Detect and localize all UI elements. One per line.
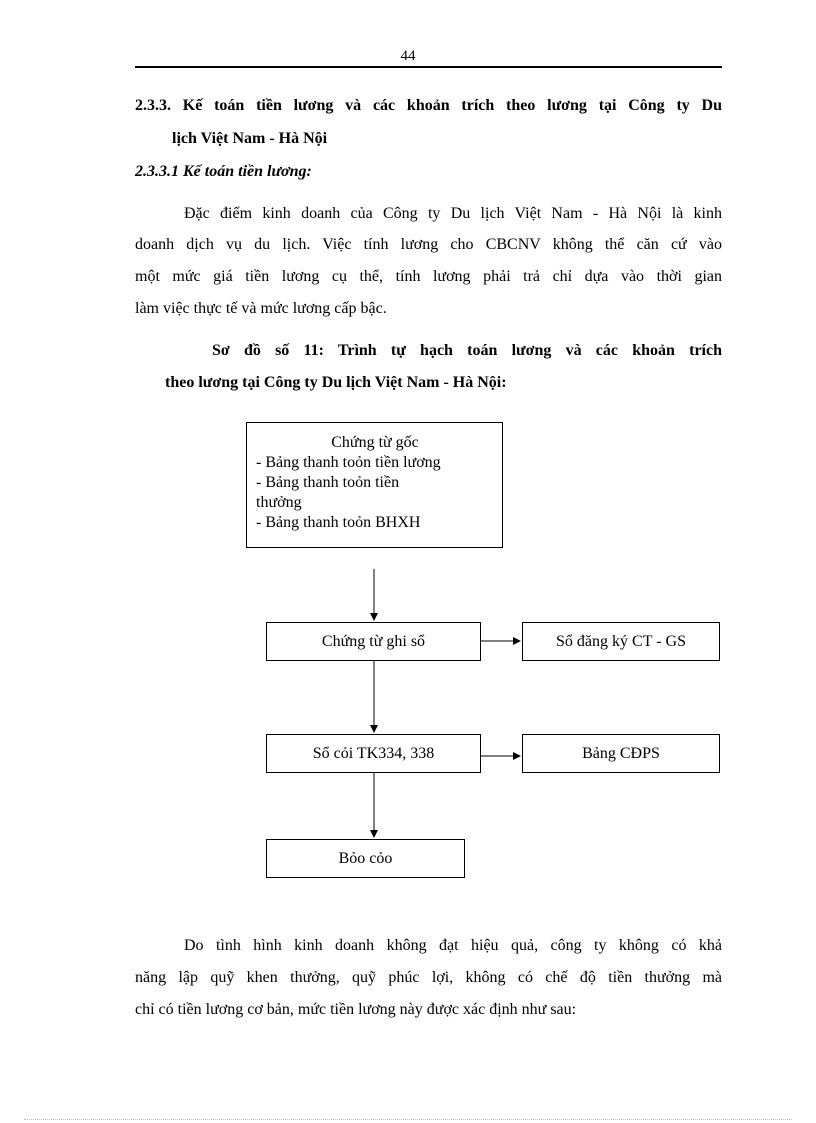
page-number: 44 <box>400 48 416 64</box>
source-documents-title: Chứng từ gốc <box>331 434 419 451</box>
report-label: Bỏo cỏo <box>338 849 393 867</box>
section-heading-line2: lịch Việt Nam - Hà Nội <box>172 130 328 147</box>
paragraph2-line3: chỉ có tiền lương cơ bản, mức tiền lương này được xác định như sau: <box>135 1001 577 1018</box>
source-item-bonus-table-cont: thưởng <box>256 494 302 511</box>
diagram-caption-line1: Sơ đồ số 11: Trình tự hạch toán lương và các khoản trích <box>212 342 722 359</box>
register-label: Sổ đăng ký CT - GS <box>556 632 686 650</box>
voucher-label: Chứng từ ghi sổ <box>321 632 426 650</box>
paragraph1-line4: làm việc thực tế và mức lương cấp bậc. <box>135 300 387 317</box>
source-item-bonus-table: - Bảng thanh toỏn tiền <box>256 474 400 491</box>
source-item-salary-table: - Bảng thanh toỏn tiền lương <box>256 454 441 471</box>
paragraph1-line1: Đặc điểm kinh doanh của Công ty Du lịch Việt Nam - Hà Nội là kinh <box>184 205 722 222</box>
section-heading-line1: 2.3.3. Kế toán tiền lương và các khoản trích theo lương tại Công ty Du <box>135 97 722 114</box>
ledger-label: Sổ cỏi TK334, 338 <box>312 744 435 762</box>
paragraph2-line2: năng lập quỹ khen thưởng, quỹ phúc lợi, không có chế độ tiền thưởng mà <box>135 969 722 986</box>
paragraph2-line1: Do tình hình kinh doanh không đạt hiệu quả, công ty không có khả <box>184 937 722 954</box>
balance-sheet-label: Bảng CĐPS <box>582 744 660 762</box>
paragraph1-line3: một mức giá tiền lương cụ thể, tính lương phải trả chỉ dựa vào thời gian <box>135 268 722 285</box>
subsection-heading: 2.3.3.1 Kế toán tiền lương: <box>135 163 312 180</box>
diagram-caption-line2: theo lương tại Công ty Du lịch Việt Nam - Hà Nội: <box>165 374 507 391</box>
page-bottom-dotted-border <box>24 1119 792 1120</box>
source-item-insurance-table: - Bảng thanh toỏn BHXH <box>256 514 421 531</box>
paragraph1-line2: doanh dịch vụ du lịch. Việc tính lương cho CBCNV không thể căn cứ vào <box>135 236 722 253</box>
